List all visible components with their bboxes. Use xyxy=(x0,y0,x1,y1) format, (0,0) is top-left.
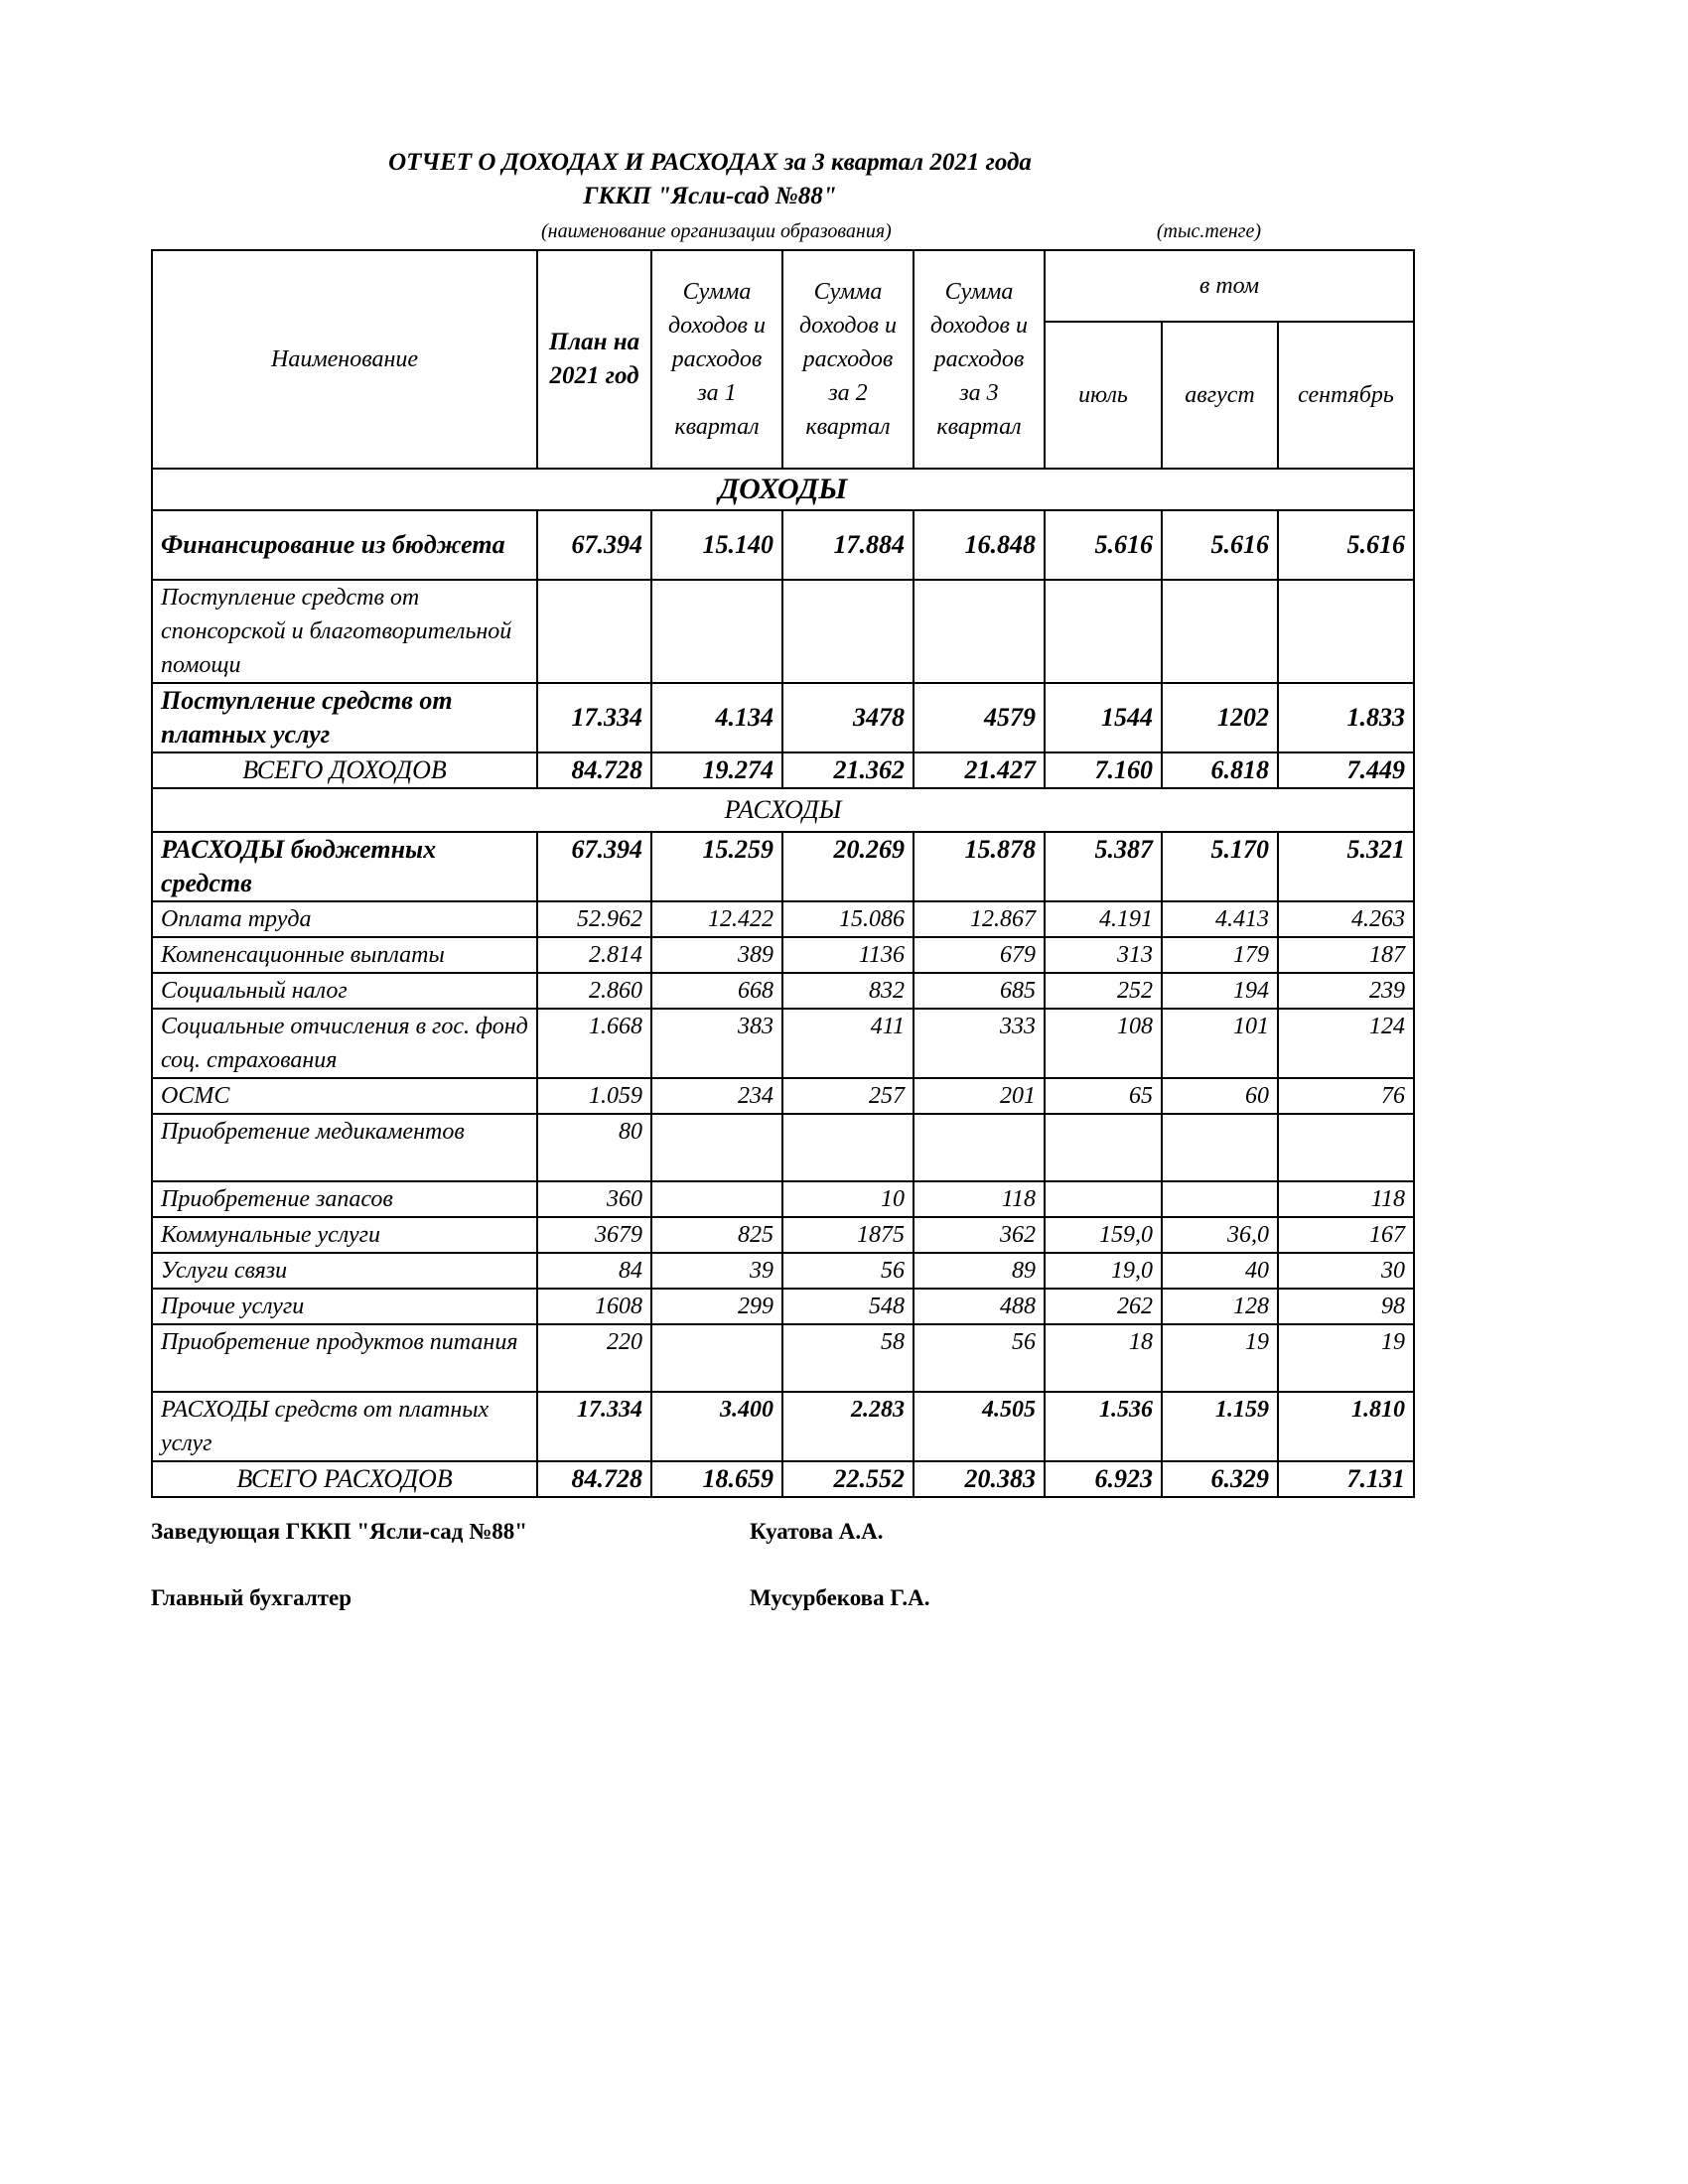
cell-q2: 22.552 xyxy=(782,1461,914,1497)
cell-q3 xyxy=(914,1114,1045,1181)
cell-q2: 58 xyxy=(782,1324,914,1392)
cell-q2: 17.884 xyxy=(782,510,914,580)
cell-september: 19 xyxy=(1278,1324,1414,1392)
table-row xyxy=(152,1009,1414,1078)
income-section-title: ДОХОДЫ xyxy=(152,469,1414,510)
cell-july: 262 xyxy=(1045,1289,1162,1324)
cell-q2 xyxy=(782,1114,914,1181)
cell-q3: 488 xyxy=(914,1289,1045,1324)
cell-august: 128 xyxy=(1162,1289,1278,1324)
cell-plan: 52.962 xyxy=(537,901,651,937)
income-total-row xyxy=(152,752,1414,788)
expenses-section-row xyxy=(152,788,1414,832)
cell-q2: 2.283 xyxy=(782,1392,914,1461)
table-row xyxy=(152,973,1414,1009)
cell-july: 6.923 xyxy=(1045,1461,1162,1497)
cell-july: 1544 xyxy=(1045,683,1162,752)
cell-august: 1202 xyxy=(1162,683,1278,752)
table-row xyxy=(152,1324,1414,1392)
cell-september: 76 xyxy=(1278,1078,1414,1114)
signature-name-head: Куатова А.А. xyxy=(750,1519,884,1544)
income-total-label: ВСЕГО ДОХОДОВ xyxy=(152,752,537,788)
cell-q2: 548 xyxy=(782,1289,914,1324)
cell-q3: 4.505 xyxy=(914,1392,1045,1461)
income-section-row xyxy=(152,469,1414,510)
cell-august: 60 xyxy=(1162,1078,1278,1114)
cell-august xyxy=(1162,580,1278,683)
cell-september: 7.131 xyxy=(1278,1461,1414,1497)
table-row xyxy=(152,1392,1414,1461)
signature-name-accountant: Мусурбекова Г.А. xyxy=(750,1585,930,1610)
expenses-total-row xyxy=(152,1461,1414,1497)
expenses-total-label: ВСЕГО РАСХОДОВ xyxy=(152,1461,537,1497)
row-label: Коммунальные услуги xyxy=(152,1217,537,1253)
cell-september: 187 xyxy=(1278,937,1414,973)
cell-august: 5.170 xyxy=(1162,832,1278,901)
col-header-including: в том xyxy=(1045,250,1414,322)
row-label: Приобретение запасов xyxy=(152,1181,537,1217)
col-header-q3: Сумма доходов и расходов за 3 квартал xyxy=(914,250,1045,469)
cell-august: 19 xyxy=(1162,1324,1278,1392)
cell-july xyxy=(1045,1181,1162,1217)
col-header-q2: Сумма доходов и расходов за 2 квартал xyxy=(782,250,914,469)
cell-q1: 15.259 xyxy=(651,832,782,901)
cell-plan: 2.814 xyxy=(537,937,651,973)
cell-plan xyxy=(537,580,651,683)
cell-q2: 10 xyxy=(782,1181,914,1217)
cell-plan: 2.860 xyxy=(537,973,651,1009)
cell-september: 5.321 xyxy=(1278,832,1414,901)
table-row xyxy=(152,510,1414,580)
cell-q3: 362 xyxy=(914,1217,1045,1253)
report-title: ОТЧЕТ О ДОХОДАХ И РАСХОДАХ за 3 квартал 2021 года xyxy=(388,149,1032,176)
row-label: Поступление средств от спонсорской и благотворительной помощи xyxy=(152,580,537,683)
cell-august: 36,0 xyxy=(1162,1217,1278,1253)
col-header-name: Наименование xyxy=(152,250,537,469)
signature-role-head: Заведующая ГККП "Ясли-сад №88" xyxy=(151,1519,528,1544)
cell-q2: 56 xyxy=(782,1253,914,1289)
row-label: Социальный налог xyxy=(152,973,537,1009)
cell-q3: 201 xyxy=(914,1078,1045,1114)
cell-q1: 668 xyxy=(651,973,782,1009)
cell-q2: 411 xyxy=(782,1009,914,1078)
row-label: Приобретение продуктов питания xyxy=(152,1324,537,1392)
cell-plan: 17.334 xyxy=(537,1392,651,1461)
cell-q3: 56 xyxy=(914,1324,1045,1392)
cell-plan: 67.394 xyxy=(537,832,651,901)
cell-plan: 3679 xyxy=(537,1217,651,1253)
cell-q3: 118 xyxy=(914,1181,1045,1217)
cell-q1 xyxy=(651,580,782,683)
cell-august: 101 xyxy=(1162,1009,1278,1078)
cell-august: 40 xyxy=(1162,1253,1278,1289)
cell-q3: 89 xyxy=(914,1253,1045,1289)
cell-q3: 685 xyxy=(914,973,1045,1009)
cell-plan: 1608 xyxy=(537,1289,651,1324)
cell-q3: 21.427 xyxy=(914,752,1045,788)
cell-july: 108 xyxy=(1045,1009,1162,1078)
row-label: РАСХОДЫ бюджетных средств xyxy=(152,832,537,901)
row-label: Финансирование из бюджета xyxy=(152,510,537,580)
col-header-september: сентябрь xyxy=(1278,322,1414,469)
cell-q2: 257 xyxy=(782,1078,914,1114)
col-header-plan: План на 2021 год xyxy=(537,250,651,469)
cell-september: 7.449 xyxy=(1278,752,1414,788)
cell-plan: 360 xyxy=(537,1181,651,1217)
cell-q2: 15.086 xyxy=(782,901,914,937)
cell-july: 65 xyxy=(1045,1078,1162,1114)
table-row xyxy=(152,1289,1414,1324)
cell-august: 1.159 xyxy=(1162,1392,1278,1461)
row-label: ОСМС xyxy=(152,1078,537,1114)
cell-september: 1.833 xyxy=(1278,683,1414,752)
cell-q1: 299 xyxy=(651,1289,782,1324)
cell-q3: 333 xyxy=(914,1009,1045,1078)
cell-plan: 84.728 xyxy=(537,1461,651,1497)
cell-q3: 15.878 xyxy=(914,832,1045,901)
cell-plan: 1.668 xyxy=(537,1009,651,1078)
cell-august: 5.616 xyxy=(1162,510,1278,580)
cell-september: 118 xyxy=(1278,1181,1414,1217)
table-row xyxy=(152,1253,1414,1289)
row-label: Компенсационные выплаты xyxy=(152,937,537,973)
row-label: Прочие услуги xyxy=(152,1289,537,1324)
cell-july: 4.191 xyxy=(1045,901,1162,937)
cell-september: 124 xyxy=(1278,1009,1414,1078)
cell-q1 xyxy=(651,1324,782,1392)
cell-q2: 1875 xyxy=(782,1217,914,1253)
cell-september: 5.616 xyxy=(1278,510,1414,580)
cell-q2 xyxy=(782,580,914,683)
cell-september: 1.810 xyxy=(1278,1392,1414,1461)
cell-q1 xyxy=(651,1114,782,1181)
table-row xyxy=(152,832,1414,901)
cell-q1: 15.140 xyxy=(651,510,782,580)
cell-plan: 220 xyxy=(537,1324,651,1392)
cell-q1: 234 xyxy=(651,1078,782,1114)
cell-august: 194 xyxy=(1162,973,1278,1009)
cell-september: 98 xyxy=(1278,1289,1414,1324)
cell-september: 167 xyxy=(1278,1217,1414,1253)
unit-label: (тыс.тенге) xyxy=(1156,220,1261,242)
cell-july: 19,0 xyxy=(1045,1253,1162,1289)
cell-q2: 3478 xyxy=(782,683,914,752)
cell-q3: 4579 xyxy=(914,683,1045,752)
cell-july: 159,0 xyxy=(1045,1217,1162,1253)
cell-september xyxy=(1278,580,1414,683)
cell-q1: 383 xyxy=(651,1009,782,1078)
table-row xyxy=(152,683,1414,752)
table-row xyxy=(152,901,1414,937)
cell-q2: 20.269 xyxy=(782,832,914,901)
table-row xyxy=(152,1181,1414,1217)
cell-september: 239 xyxy=(1278,973,1414,1009)
cell-august xyxy=(1162,1181,1278,1217)
row-label: РАСХОДЫ средств от платных услуг xyxy=(152,1392,537,1461)
cell-plan: 1.059 xyxy=(537,1078,651,1114)
cell-q1: 3.400 xyxy=(651,1392,782,1461)
col-header-q1: Сумма доходов и расходов за 1 квартал xyxy=(651,250,782,469)
table-row xyxy=(152,580,1414,683)
organization-name: ГККП "Ясли-сад №88" xyxy=(583,183,837,209)
cell-plan: 84 xyxy=(537,1253,651,1289)
cell-july: 7.160 xyxy=(1045,752,1162,788)
cell-august: 179 xyxy=(1162,937,1278,973)
report-table xyxy=(151,249,1415,1498)
cell-august: 6.329 xyxy=(1162,1461,1278,1497)
cell-q1 xyxy=(651,1181,782,1217)
cell-q2: 832 xyxy=(782,973,914,1009)
cell-q2: 1136 xyxy=(782,937,914,973)
cell-july: 5.387 xyxy=(1045,832,1162,901)
cell-july: 313 xyxy=(1045,937,1162,973)
cell-q3: 16.848 xyxy=(914,510,1045,580)
cell-plan: 67.394 xyxy=(537,510,651,580)
cell-q3: 12.867 xyxy=(914,901,1045,937)
cell-q1: 19.274 xyxy=(651,752,782,788)
cell-july xyxy=(1045,580,1162,683)
cell-q1: 825 xyxy=(651,1217,782,1253)
cell-july: 5.616 xyxy=(1045,510,1162,580)
col-header-august: август xyxy=(1162,322,1278,469)
cell-q3: 20.383 xyxy=(914,1461,1045,1497)
row-label: Социальные отчисления в гос. фонд соц. страхования xyxy=(152,1009,537,1078)
cell-q1: 389 xyxy=(651,937,782,973)
cell-july: 1.536 xyxy=(1045,1392,1162,1461)
cell-q2: 21.362 xyxy=(782,752,914,788)
table-row xyxy=(152,1078,1414,1114)
cell-q1: 39 xyxy=(651,1253,782,1289)
header-row xyxy=(152,250,1414,322)
cell-july: 252 xyxy=(1045,973,1162,1009)
cell-july: 18 xyxy=(1045,1324,1162,1392)
cell-plan: 80 xyxy=(537,1114,651,1181)
cell-plan: 84.728 xyxy=(537,752,651,788)
organization-caption: (наименование организации образования) xyxy=(541,220,892,242)
row-label: Оплата труда xyxy=(152,901,537,937)
cell-q3 xyxy=(914,580,1045,683)
cell-july xyxy=(1045,1114,1162,1181)
table-row xyxy=(152,1114,1414,1181)
cell-q1: 4.134 xyxy=(651,683,782,752)
cell-q1: 18.659 xyxy=(651,1461,782,1497)
row-label: Поступление средств от платных услуг xyxy=(152,683,537,752)
cell-september: 30 xyxy=(1278,1253,1414,1289)
table-row xyxy=(152,1217,1414,1253)
expenses-section-title: РАСХОДЫ xyxy=(152,788,1414,832)
col-header-july: июль xyxy=(1045,322,1162,469)
cell-august: 4.413 xyxy=(1162,901,1278,937)
row-label: Услуги связи xyxy=(152,1253,537,1289)
cell-plan: 17.334 xyxy=(537,683,651,752)
cell-q3: 679 xyxy=(914,937,1045,973)
table-row xyxy=(152,937,1414,973)
cell-august: 6.818 xyxy=(1162,752,1278,788)
cell-september: 4.263 xyxy=(1278,901,1414,937)
cell-september xyxy=(1278,1114,1414,1181)
signature-role-accountant: Главный бухгалтер xyxy=(151,1585,352,1610)
cell-august xyxy=(1162,1114,1278,1181)
row-label: Приобретение медикаментов xyxy=(152,1114,537,1181)
cell-q1: 12.422 xyxy=(651,901,782,937)
